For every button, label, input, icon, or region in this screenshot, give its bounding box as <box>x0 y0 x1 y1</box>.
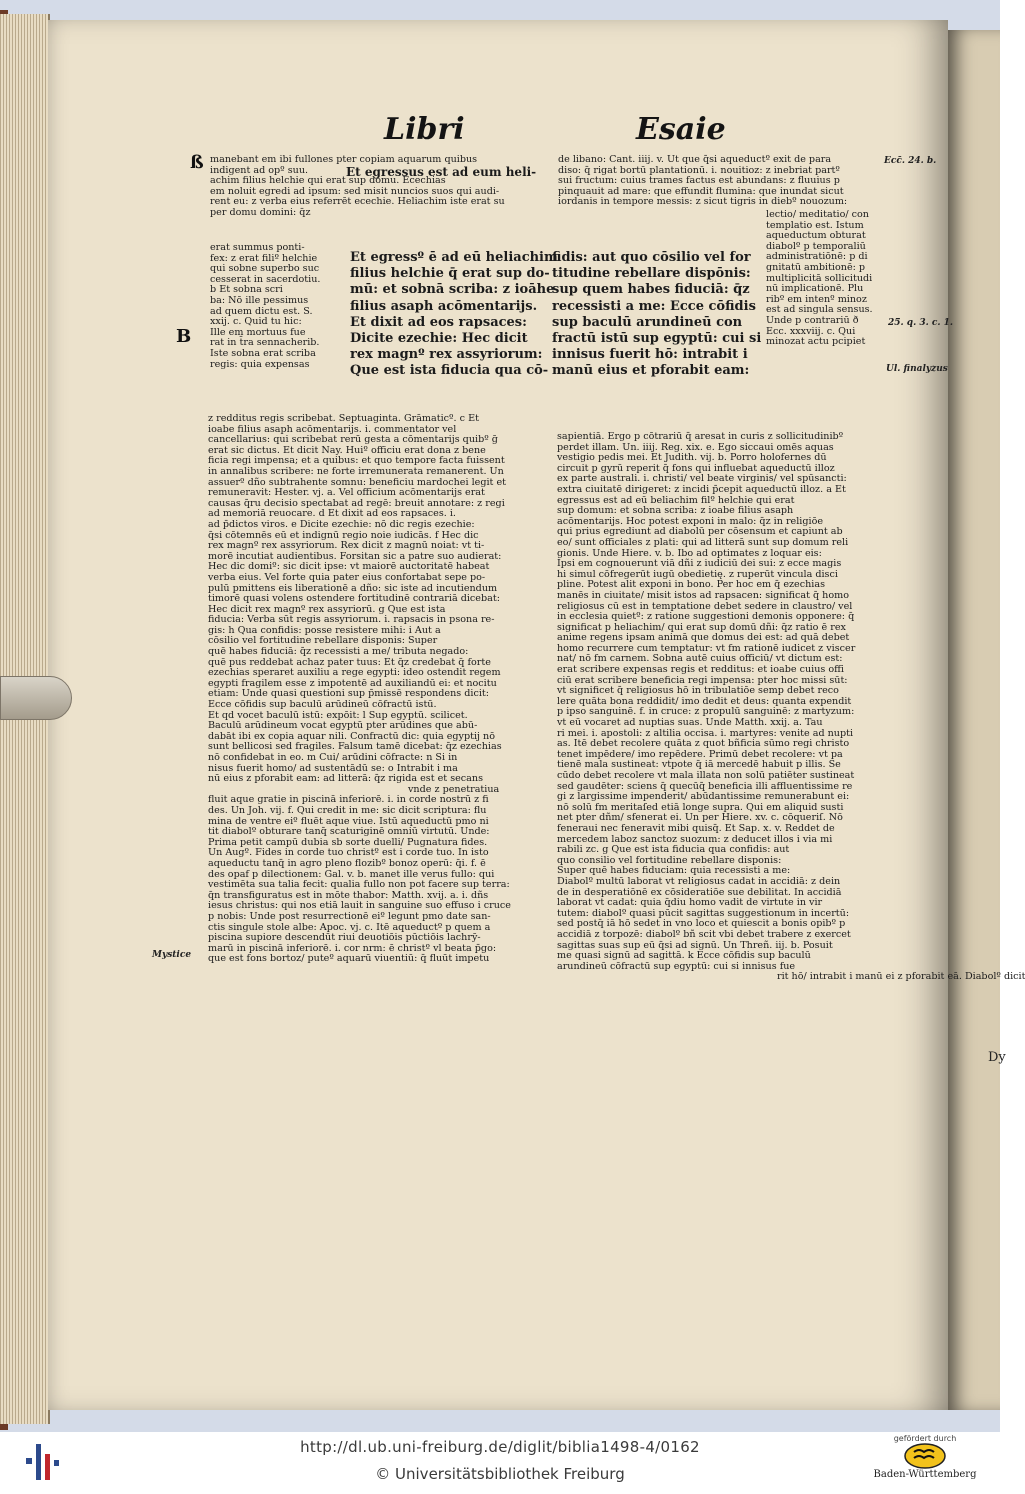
line: nū implicationē. Plu <box>766 283 864 295</box>
line: vestimēta sua talia fecit: qualia fullo non pot facere sup terra: <box>208 879 510 891</box>
line: pinquauit ad mare: que effundit flumina: que inundat sicut <box>558 185 844 197</box>
line: Ecc. xxxviij. c. Qui <box>766 325 856 337</box>
line: q̄si cōtemnēs eū et indignū regio noie iudicās. f Hec dic <box>208 529 479 541</box>
line: nisus fuerit homo/ ad sustentādū se: o Intrabit i ma <box>208 762 458 774</box>
line: Hec dicit rex magnº rex assyriorū. g Que est ista <box>208 603 446 615</box>
line: lectio/ meditatio/ con <box>766 209 869 220</box>
line: morē incutiat audientibus. Forsitan sic a patre suo audierat: <box>208 550 502 562</box>
line: minozat actu pcipiet <box>766 336 866 348</box>
line: ezechias speraret auxiliu a rege egypti: ideo ostendit regem <box>208 667 501 679</box>
line: Ipsi em cognouerunt viā dñi z iudiciū dei sui: z ecce magis <box>557 558 842 570</box>
line: Diabolº multū laborat vt religiosus cadat in accidiā: z dein <box>557 875 841 887</box>
line: pulū pmittens eis liberationē a dño: sic iste ad incutiendum <box>208 582 498 594</box>
line: ad quem dictu est. S. <box>210 305 313 317</box>
line: Unde p contrariū ð <box>766 314 859 326</box>
line: acōmentarijs. Hoc potest exponi in malo: q̄z in religiōe <box>557 515 824 527</box>
line: em noluit egredi ad ipsum: sed misit nuncios suos qui audi- <box>210 185 500 197</box>
facing-page-fragment: Dy <box>988 1050 1006 1065</box>
line: ioabe filius asaph acōmentarijs. i. commentator vel <box>208 423 457 435</box>
line: erat sic dictus. Et dicit Nay. Huiº officiu erat dona z bene <box>208 444 486 456</box>
line: feneraui nec feneravit mibi quisq̄. Et Sap. x. v. Reddet de <box>557 822 835 834</box>
line: in ecclesia quietº: z ratione suggestioni demonis opponere: q̄ <box>557 611 855 623</box>
line: sed postq̄ iā hō sedet in vno loco et quiescit a bonis opibº p <box>557 918 846 930</box>
line: arundineū cōfractū sup egyptū: cui si innisus fue <box>557 960 796 972</box>
line: b Et sobna scri <box>210 284 283 296</box>
line: cancellarius: qui scribebat rerū gesta a cōmentarijs quibº ḡ <box>208 434 498 446</box>
line: etiam: Unde quasi questioni sup p̄missē respondens dicit: <box>208 688 489 700</box>
line: p nobis: Unde post resurrectionē eiº legunt pmo date san- <box>208 910 491 922</box>
margin-note-mystice: Mystice <box>152 950 192 960</box>
line: Prima petit campū dubia sb sorte duelli/ Pugnatura fides. <box>208 836 488 848</box>
line: ba: Nō ille pessimus <box>210 294 309 306</box>
line: rabili zc. g Que est ista fiducia qua confidis: aut <box>557 844 790 856</box>
line: des. Un Joh. vij. f. Qui credit in me: sic dicit scriptura: flu <box>208 804 487 816</box>
line: rex magnº rex assyriorum: <box>350 347 543 363</box>
line: quē pus reddebat achaz pater tuus: Et q̄z credebat q̄ forte <box>208 656 491 668</box>
line: sed gaudēter: sciens q̄ quecūq̄ beneficia illi affluentissime re <box>557 780 853 792</box>
line: titudine rebellare dispōnis: <box>552 266 751 282</box>
line: pline. Potest alit exponi in bono. Per hoc em q̄ ezechias <box>557 579 826 591</box>
line: manebant em ibi fullones pter copiam aquarum quibus <box>210 154 478 165</box>
line: homo recurrere cum temptatur: vt fm rationē iudicet z viscer <box>557 642 856 654</box>
line: Ille em mortuus fue <box>210 326 306 338</box>
line: Super quē habes fiduciam: quia recessisti a me: <box>557 865 791 877</box>
line: Baculū arūdineum vocat egyptū pter arūdines que abū- <box>208 720 478 732</box>
line: sagittas suas sup eū q̄si ad signū. Un Threñ. iij. b. Posuit <box>557 939 833 951</box>
line: q̄n transfiguratus est in mōte thabor: Matth. xvij. a. i. dñs <box>208 889 489 901</box>
line: piscina supiore descendūt riui deuotiōis pūctiōis lachrȳ- <box>208 932 481 944</box>
line: fidis: aut quo cōsilio vel for <box>552 250 751 265</box>
line: dabāt ibi ex copia aquar nili. Confractū dic: quia egyptij nō <box>208 730 496 742</box>
line: Et dixit ad eos rapsaces: <box>350 314 527 330</box>
line: egressus est ad eū beliachim filº helchie qui erat <box>557 494 795 506</box>
line: ex parte australi. i. christi/ vel beate virginis/ vel spūsancti: <box>557 473 847 485</box>
line: nō confidebat in eo. m Cui/ arūdini cōfracte: n Si in <box>208 752 458 763</box>
line: ad memoriā reuocare. d Et dixit ad eos rapsaces. i. <box>208 508 456 520</box>
line: anime regens ipsam animā que domus dei est: ad quā debet <box>557 632 850 644</box>
line: sup baculū arundineū con <box>552 314 743 330</box>
line: rent eu: z verba eius referrēt ecechie. Heliachim iste erat su <box>210 196 505 208</box>
line: Et egressº ē ad eū heliachim <box>350 250 558 265</box>
line: filius helchie q̄ erat sup do- <box>350 266 550 282</box>
state-crest-icon <box>904 1443 946 1469</box>
line: quē habes fiduciā: q̄z recessisti a me/ tributa negado: <box>208 646 469 658</box>
line: cōsilio vel fortitudine rebellare disponis: Super <box>208 635 438 647</box>
margin-note-finalyzus: Ul. finalyzus <box>886 364 948 374</box>
line: cūdo debet recolere vt mala illata non solū patiēter sustineat <box>557 770 855 781</box>
line: qui prius egrediunt ad diabolū per cōsensum et capiunt ab <box>557 526 843 538</box>
line: timorē quasi volens ostendere fortitudinē contrariā dicebat: <box>208 593 500 605</box>
line: qui sobne superbo suc <box>210 263 320 275</box>
margin-note-ecc: Ecc̄. 24. b. <box>884 156 937 166</box>
line: gis: h Qua confidis: posse resistere mihi: i Aut a <box>208 624 441 636</box>
line: manū eius et pforabit eam: <box>552 363 750 379</box>
line: me quasi signū ad sagittā. k Ecce cōfidis sup baculū <box>557 950 811 962</box>
funding-state-name: Baden-Württemberg <box>873 1469 977 1480</box>
line: Iste sobna erat scriba <box>210 347 316 359</box>
line: Dicite ezechie: Hec dicit <box>350 331 528 347</box>
line: ficia regi impensa; et a quibus: et quo tempore facta fuissent <box>208 455 505 467</box>
line: ribº em intenº minoz <box>766 293 867 305</box>
line: filius asaph acōmentarijs. <box>350 298 538 314</box>
line: verba eius. Vel forte quia pater eius confortabat sepe po- <box>208 571 486 583</box>
line: religiosus cū est in temptatione debet sedere in claustro/ vel <box>557 600 853 612</box>
line: Ecce cōfidis sup baculū arūdineū cōfractū istū. <box>208 699 437 711</box>
line: vestigio pedis mei. Et Judith. vij. b. Porro holofernes dū <box>557 452 827 464</box>
line: rex magnº rex assyriorum. Rex dicit z magnū noiat: vt ti- <box>208 540 485 552</box>
line: indigent ad opº suu. <box>210 164 309 176</box>
line: significat p heliachim/ qui erat sup domū dñi: q̄z ratio ē rex <box>557 621 846 633</box>
line: templatio est. Istum <box>766 219 864 231</box>
line: gnitatū ambitionē: p <box>766 261 866 273</box>
line: hi simul cōfregerūt iugū obedietię. z ruperūt vincula disci <box>557 568 838 580</box>
line: achim filius helchie qui erat sup domu. Ecechias <box>210 175 446 187</box>
line: lere quāta bona reddidit/ imo dedit et deus: quanta expendit <box>557 695 852 707</box>
line: erat summus ponti- <box>210 242 305 253</box>
line: ri mei. i. apostoli: z altilia occisa. i. martyres: venite ad nupti <box>557 727 854 739</box>
line: laborat vt cadat: quia q̄diu homo vadit de virtute in vir <box>557 897 823 909</box>
line: recessisti a me: Ecce cōfidis <box>552 298 756 314</box>
line: net pter dñm/ sfenerat ei. Un per Hiere. xv. c. cōqueriſ. Nō <box>557 812 843 824</box>
line: des opaf p dilectionem: Gal. v. b. manet ille verus fullo: qui <box>208 868 495 880</box>
line: fluit aque gratie in piscinā inferiorē. i. in corde nostrū z fi <box>208 794 489 806</box>
line: de libano: Cant. iiij. v. Ut que q̄si aqueductº exit de para <box>558 154 832 165</box>
line: accidiā z torpozē: diabolº bñ scit vbi debet trabere z exercet <box>557 928 851 940</box>
left-bible-text <box>350 250 558 380</box>
line: ciū erat scribere beneficia regi impensa: pter hoc missi sūt: <box>557 674 848 686</box>
line: sup domum: et sobna scriba: z ioabe filius asaph <box>557 505 794 517</box>
line: perdet illam. Un. iiij. Reg. xix. e. Ego siccaui omēs aquas <box>557 441 834 453</box>
line: iesus christus: qui nos etiā lauit in sanguine suo effuso i cruce <box>208 900 511 912</box>
line: mina de ventre eiº fluēt aque viue. Istū aqueductū pmo ni <box>208 815 489 827</box>
line: cesserat in sacerdotiu. <box>210 273 321 285</box>
left-top-bible-line: Et egressus est ad eum heli- <box>346 165 537 179</box>
line: fex: z erat filiº helchie <box>210 252 318 264</box>
line: nū eius z pforabit eam: ad litterā: q̄z rigida est et secans <box>208 773 484 785</box>
line: vnde z penetratiua <box>408 783 500 795</box>
line: tenet impēdere/ imo repēdere. Primū debet recolere: vt pa <box>557 748 843 760</box>
line: aqueductum obturat <box>766 230 866 242</box>
line: rat in t̄ra sennacherib. <box>210 337 320 349</box>
running-head-left: Libri <box>384 112 465 147</box>
line: as. Itē debet recolere quāta z quot bñficia sūmo regi christo <box>557 738 850 750</box>
running-head-right: Esaie <box>636 112 726 147</box>
line: diabolº p temporaliū <box>766 240 866 252</box>
line: in annalibus scribere: ne forte irremunerata remanerent. Un <box>208 465 504 477</box>
line: Que est ista fiducia qua cō- <box>350 363 549 379</box>
line: z redditus regis scribebat. Septuaginta. Grāmaticº. c Et <box>208 413 479 424</box>
margin-note-canon: 25. q. 3. c. 1. <box>888 318 954 328</box>
line: vt eū vocaret ad nuptias suas. Unde Matth. xxij. a. Tau <box>557 717 823 729</box>
line: tienē mala sustineat: vtpote q̄ iā mercedē habuit p illis. Se <box>557 759 841 771</box>
line: gionis. Unde Hiere. v. b. Ibo ad optimates z loquar eis: <box>557 547 822 559</box>
left-gloss-body <box>208 414 511 965</box>
line: ad p̄dictos viros. e Dicite ezechie: nō dic regis ezechie: <box>208 518 475 530</box>
line: nat/ nō fm carnem. Sobna autē cuius officiū/ vt dictum est: <box>557 653 843 665</box>
line: innisus fuerit hō: intrabit i <box>552 347 748 363</box>
line: eo/ sunt officiales z plati: qui ad litterā sunt sup domum reli <box>557 536 849 548</box>
right-bible-text <box>552 250 761 380</box>
line: Un Augº. Fides in corde tuo christº est i corde tuo. In isto <box>208 847 489 859</box>
section-letter-b: B <box>176 326 192 347</box>
line: regis: quia expensas <box>210 358 310 370</box>
line: marū in piscinā inferiorē. i. cor nrm: ē christº vl beata p̄go: <box>208 942 497 954</box>
right-top-gloss <box>558 155 847 208</box>
left-inner-gloss <box>210 243 320 370</box>
line: sup quem habes fiduciā: q̄z <box>552 282 750 298</box>
line: aqueductu tanq̄ in agro pleno flozibº bonoz operū: q̄i. f. ē <box>208 857 486 869</box>
line: circuit p gyrū reperit q̄ fons qui influebat aqueductū illoz <box>557 462 835 474</box>
line: sui fructum: cuius trames factus est abundans: z fluuius p <box>558 175 840 187</box>
line: erat scribere expensas regis et redditus: et ioabe cuius offi <box>557 664 845 676</box>
line: tutem: diabolº quasi pūcit sagittas suggestionum in incertū: <box>557 907 850 919</box>
line: iordanis in tempore messis: z sicut tigris in diebº nouozum: <box>558 196 848 208</box>
line: per domu domini: q̄z <box>210 206 311 218</box>
line: diso: q̄ rigat bortū plantationū. i. nouitioz: z inebriat partº <box>558 164 840 176</box>
line: fiducia: Verba sūt regis assyriorum. i. rapsacis in psona re- <box>208 614 495 626</box>
line: mū: et sobnā scriba: z ioāhe <box>350 282 555 298</box>
line: causas q̄ru decisio spectabat ad regē: breuit annotare: z regi <box>208 497 505 509</box>
paragraph-mark: ß <box>190 152 204 173</box>
line: fractū istū sup egyptū: cui si <box>552 331 762 347</box>
line: de in desperatiōnē ex cōsideratiōe sue debilitat. In accidiā <box>557 886 842 898</box>
right-gloss-body <box>557 432 1025 983</box>
bookmark-clip <box>0 676 72 720</box>
copyright-notice: © Universitätsbibliothek Freiburg <box>375 1465 625 1483</box>
line: mercedem laboz sanctoz suozum: z deducet illos i via mi <box>557 833 833 845</box>
line: Et qd vocet baculū istū: expōit: l Sup egyptū. scilicet. <box>208 709 468 721</box>
line: est ad singula sensus. <box>766 304 873 316</box>
line: rit hō/ intrabit i manū ei z pforabit eā. Diabolº dicit <box>777 971 1025 983</box>
line: assuerº dño subtrahente somnu: beneficiu mardochei legit et <box>208 476 506 488</box>
line: sapientiā. Ergo p cōtrariū q̄ aresat in curis z sollicitudinibº <box>557 431 844 442</box>
line: p ipso sanguinē. f. in cruce: z propulū sanguinē: z martyzum: <box>557 706 855 718</box>
line: multiplicitā sollicitudi <box>766 272 873 284</box>
permalink-url[interactable]: http://dl.ub.uni-freiburg.de/diglit/biblia1498-4/0162 <box>300 1438 700 1456</box>
line: egypti fragilem esse z impotentē ad auxiliandū ei: et nocitu <box>208 677 497 689</box>
line: sunt bellicosi sed fragiles. Falsum tamē dicebat: q̄z ezechias <box>208 741 502 753</box>
line: vt significet q̄ religiosus hō in tribulatiōe semp debet reco <box>557 685 839 697</box>
right-inner-gloss <box>766 210 873 348</box>
line: administratiōnē: p di <box>766 251 868 263</box>
line: que est fons bortoz/ puteº aquarū viuentiū: q̄ fluūt impetu <box>208 953 490 965</box>
line: tit diabolº obturare tanq̄ scaturiginē omniū virtutū. Unde: <box>208 826 490 838</box>
line: manēs in ciuitate/ misit istos ad rapsacen: significat q̄ homo <box>557 589 849 601</box>
line: nō solū fm meritaſed etiā longe supra. Qui em aliquid susti <box>557 801 844 813</box>
line: Hec dic domiº: sic dicit ipse: vt maiorē auctoritatē habeat <box>208 561 490 573</box>
funding-label: gefördert durch <box>893 1434 957 1443</box>
line: xxij. c. Quid tu hic: <box>210 316 302 328</box>
line: ctis singule stole albe: Apoc. vj. c. Itē aqueductº p quem a <box>208 921 491 933</box>
line: extra ciuitatē dirigeret: z incidi p̄cepit aqueductū illoz. a Et <box>557 483 846 495</box>
line: gi z largissime impenderit/ abūdantissime remunerabunt ei: <box>557 791 850 803</box>
line: quo consilio vel fortitudine rebellare disponis: <box>557 854 782 866</box>
line: remuneravit: Hester. vj. a. Vel officium acōmentarijs erat <box>208 487 485 499</box>
